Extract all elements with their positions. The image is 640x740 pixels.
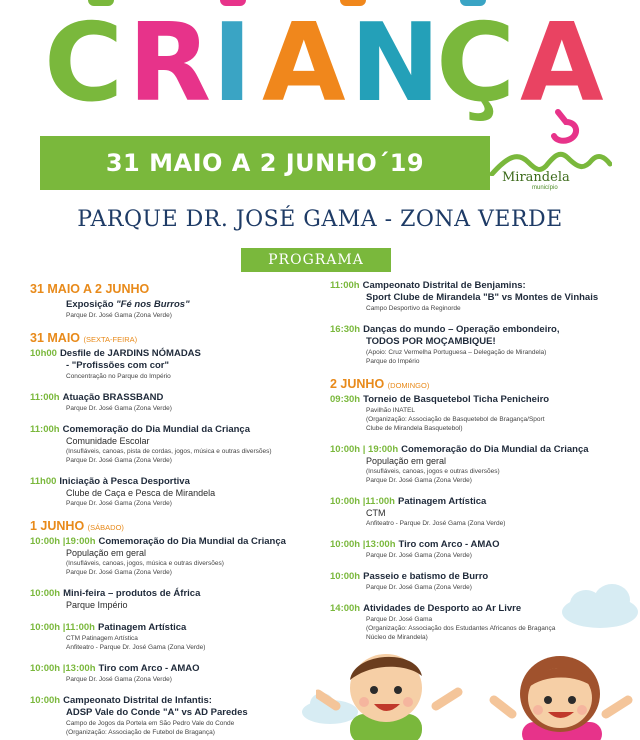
event-note: Parque Dr. José Gama (Zona Verde) [66,676,172,683]
event-details [330,551,630,560]
event-headline [30,348,330,360]
event-title-line2: Sport Clube de Mirandela "B" vs Montes de Vinhais [366,292,599,303]
program-event [30,536,330,577]
poster-title [44,1,624,126]
event-details [330,456,630,485]
logo-subtitle: município [532,185,558,191]
event-time: 11:00h [330,280,360,291]
event-title: Comemoração do Dia Mundial da Criança [401,444,589,455]
event-note: Parque Dr. José Gama [366,616,433,623]
event-headline [330,324,630,336]
program-event [330,324,630,366]
event-title: Atividades de Desporto ao Ar Livre [363,603,522,614]
event-details [330,406,630,433]
event-time: 10:00h | 19:00h [330,444,399,455]
program-left-column [30,280,330,740]
event-title-line2: - "Profissões com cor" [66,360,169,371]
event-time: 10:00h |13:00h [30,663,96,674]
event-subtitle: Clube de Caça e Pesca de Mirandela [66,488,216,498]
event-title: Patinagem Artística [97,622,187,633]
event-headline [30,622,330,634]
event-subtitle: CTM [366,508,386,518]
event-details [30,436,330,465]
event-note: Parque Dr. José Gama (Zona Verde) [66,500,172,507]
event-title: Mini-feira – produtos de África [63,588,201,599]
program-event [30,663,330,684]
event-details [30,634,330,652]
program-event [330,394,630,433]
program-event [30,588,330,611]
event-note: Parque Dr. José Gama (Zona Verde) [66,312,172,319]
event-note: Campo Desportivo da Reginorde [366,305,461,312]
event-headline [30,695,330,707]
event-title: Danças do mundo – Operação embondeiro, [363,324,560,335]
event-headline [30,663,330,675]
event-note: CTM Patinagem Artística [66,635,138,642]
event-title: Atuação BRASSBAND [62,392,164,403]
event-details [330,292,630,313]
title-letter: A [520,1,604,126]
program-event [30,299,330,320]
day-heading-text: 31 MAIO A 2 JUNHO [30,282,150,296]
event-headline [330,444,630,456]
title-letter: A [262,1,346,126]
program-event [330,280,630,313]
day-heading [330,377,630,391]
event-time: 10:00h |11:00h [30,622,95,633]
event-title: Iniciação à Pesca Desportiva [59,476,190,487]
event-details [30,404,330,413]
event-headline [30,476,330,488]
event-details [30,600,330,611]
event-note: Parque Dr. José Gama (Zona Verde) [366,477,472,484]
program-event [330,539,630,560]
event-subtitle: Comunidade Escolar [66,436,150,446]
event-note: Anfiteatro - Parque Dr. José Gama (Zona Verde) [366,520,506,527]
date-banner: 31 MAIO A 2 JUNHO´19 [40,136,490,190]
event-title: Campeonato Distrital de Benjamins: [362,280,526,291]
event-time: 14:00h [330,603,361,614]
day-tag: (DOMINGO) [387,381,430,390]
event-note: Anfiteatro - Parque Dr. José Gama (Zona Verde) [66,644,206,651]
cloud-icon [556,582,640,630]
event-time: 10:00h [30,695,61,706]
event-headline [330,280,630,292]
program-event [330,496,630,528]
event-time: 11h00 [30,476,57,487]
event-headline [30,392,330,404]
event-note: (Organização: Associação de Futebol de Bragança) [66,729,215,736]
event-details [30,488,330,508]
event-subtitle: População em geral [366,456,447,466]
event-note: Clube de Mirandela Basquetebol) [366,425,463,432]
event-title: Torneio de Basquetebol Ticha Penicheiro [363,394,550,405]
event-time: 10:00h |19:00h [30,536,96,547]
title-letter: R [128,1,212,126]
event-headline [330,539,630,551]
day-heading [30,282,330,296]
event-title: Comemoração do Dia Mundial da Criança [62,424,250,435]
event-details [30,360,330,381]
program-event [30,622,330,652]
program-event [30,392,330,413]
event-note: Parque Dr. José Gama (Zona Verde) [366,552,472,559]
title-letter: C [44,1,124,126]
day-heading-text: 1 JUNHO [30,519,85,533]
event-note: Parque do Império [366,358,420,365]
day-heading-text: 31 MAIO [30,331,81,345]
event-note: (Organização: Associação de Basquetebol de Bragança/Sport [366,416,545,423]
event-note: Parque Dr. José Gama (Zona Verde) [66,569,172,576]
event-subtitle: População em geral [66,548,147,558]
event-headline [30,424,330,436]
event-note: Parque Dr. José Gama (Zona Verde) [66,457,172,464]
event-note: (Insufláveis, canoas, jogos e outras diversões) [366,468,500,475]
logo-name: Mirandela [502,170,570,185]
event-time: 10:00h |13:00h [330,539,396,550]
event-note: Campo de Jogos da Portela em São Pedro Vale do Conde [66,720,235,727]
event-note: (Insufláveis, canoas, pista de cordas, jogos, música e outras diversões) [66,448,272,455]
event-details [30,675,330,684]
event-title: Patinagem Artística [397,496,487,507]
day-tag: (SÁBADO) [87,523,124,532]
day-heading [30,519,330,533]
event-title: Desfile de JARDINS NÓMADAS [59,348,201,359]
program-event [30,695,330,737]
event-title: Tiro com Arco - AMAO [98,663,200,674]
event-title: Campeonato Distrital de Infantis: [63,695,212,706]
program-event [30,424,330,465]
program-event [30,348,330,381]
event-time: 16:30h [330,324,361,335]
event-headline [330,394,630,406]
event-subtitle: Parque Império [66,600,128,610]
event-headline [330,496,630,508]
event-note: Concentração no Parque do Império [66,373,171,380]
program-event [330,444,630,485]
day-heading [30,331,330,345]
event-details [30,548,330,577]
event-details [30,311,330,320]
event-note: Pavilhão INATEL [366,407,416,414]
event-title: Tiro com Arco - AMAO [398,539,500,550]
title-letter: Ç [436,1,516,126]
cedilla-icon [548,108,584,152]
title-letter: I [212,1,253,126]
event-note: (Apoio: Cruz Vermelha Portuguesa – Delegação de Mirandela) [366,349,547,356]
event-title: Passeio e batismo de Burro [363,571,489,582]
event-note: Parque Dr. José Gama (Zona Verde) [66,405,172,412]
event-headline [30,588,330,600]
day-tag: (SEXTA-FEIRA) [83,335,138,344]
event-time: 11:00h [30,392,60,403]
mirandela-logo [488,146,612,194]
day-heading-text: 2 JUNHO [330,377,385,391]
event-details [330,508,630,528]
event-headline [30,299,330,311]
event-title: Comemoração do Dia Mundial da Criança [98,536,286,547]
event-note: (Insufláveis, canoas, jogos, música e outras diversões) [66,560,224,567]
event-title-line2: TODOS POR MOÇAMBIQUE! [366,336,496,347]
event-note: Parque Dr. José Gama (Zona Verde) [366,584,472,591]
event-time: 11:00h [30,424,60,435]
program-event [30,476,330,508]
event-details [330,336,630,366]
event-note: (Organização: Associação dos Estudantes Africanos de Bragança [366,625,556,632]
event-headline [30,536,330,548]
event-title: Exposição [66,299,114,310]
program-label: PROGRAMA [241,248,391,272]
event-title-line2: ADSP Vale do Conde "A" vs AD Paredes [66,707,248,718]
event-note: Núcleo de Mirandela) [366,634,428,641]
children-illustration [316,644,640,740]
event-time: 10:00h |11:00h [330,496,395,507]
event-time: 10h00 [30,348,57,359]
event-details [30,707,330,737]
event-time: 10:00h [330,571,361,582]
event-time: 09:30h [330,394,361,405]
venue-title: PARQUE DR. JOSÉ GAMA - ZONA VERDE [77,207,563,232]
event-time: 10:00h [30,588,61,599]
event-title-italic: "Fé nos Burros" [116,299,190,310]
title-letter: N [350,1,441,126]
